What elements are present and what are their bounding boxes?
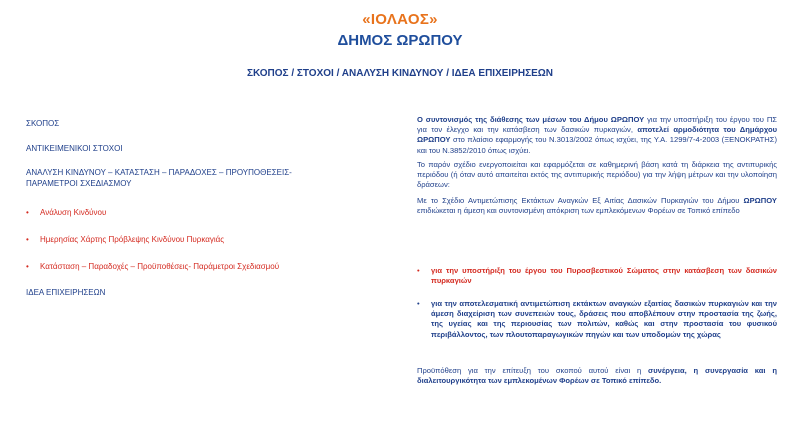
section-idea: ΙΔΕΑ ΕΠΙΧΕΙΡΗΣΕΩΝ	[26, 288, 106, 297]
paragraph-coordination: Ο συντονισμός της διάθεσης των μέσων του Δήμου ΩΡΩΠΟΥ για την υποστήριξη του έργου του ΠΣ για τον έλεγχο και την κατάσβεση των δασικών πυρκαγιών, αποτελεί αρμοδιότητα του Δημάρχου ΩΡΩΠΟΥ στο πλαίσιο εφαρμογής του Ν.3013/2002 όπως ισχύει, της Υ.Α. 1299/7-4-2003 (ΞΕΝΟΚΡΑΤΗΣ) και του Ν.3852/2010 όπως ισχύει.	[417, 115, 777, 155]
bullet-icon: •	[417, 299, 420, 308]
municipality-title: ΔΗΜΟΣ ΩΡΩΠΟΥ	[337, 32, 463, 49]
paragraph-prerequisite: Προϋπόθεση για την επίτευξη του σκοπού αυτού είναι η συνέργεια, η συνεργασία και η διαλειτουργικότητα των εμπλεκομένων Φορέων σε Τοπικό επίπεδο.	[417, 366, 777, 386]
bullet-icon: •	[26, 208, 29, 217]
page-subtitle: ΣΚΟΠΟΣ / ΣΤΟΧΟΙ / ΑΝΑΛΥΣΗ ΚΙΝΔΥΝΟΥ / ΙΔΕΑ ΕΠΙΧΕΙΡΗΣΕΩΝ	[247, 68, 553, 79]
section-stoxoi: ΑΝΤΙΚΕΙΜΕΝΙΚΟΙ ΣΤΟΧΟΙ	[26, 144, 123, 153]
bullet-icon: •	[26, 262, 29, 271]
paragraph-plan: Με το Σχέδιο Αντιμετώπισης Εκτάκτων Αναγκών Εξ Αιτίας Δασικών Πυρκαγιών του Δήμου ΩΡΩΠΟΥ επιδιώκεται η άμεση και συντονισμένη απόκριση των εμπλεκόμενων Φορέων σε Τοπικό επίπεδο	[417, 196, 777, 216]
section-analysi: ΑΝΑΛΥΣΗ ΚΙΝΔΥΝΟΥ – ΚΑΤΑΣΤΑΣΗ – ΠΑΡΑΔΟΧΕΣ – ΠΡΟΥΠΟΘΕΣΕΙΣ- ΠΑΡΑΜΕΤΡΟΙ ΣΧΕΔΙΑΣΜΟΥ	[26, 168, 292, 188]
section-skopos: ΣΚΟΠΟΣ	[26, 119, 60, 128]
bullet-icon: •	[417, 266, 420, 275]
paragraph-activation: Το παρόν σχέδιο ενεργοποιείται και εφαρμόζεται σε καθημερινή βάση κατά τη διάρκεια της αντιπυρικής περιόδου (ή όταν αυτό απαιτείται εκτός της αντιπυρικής περιόδου) για την λήψη μέτρων και την υλοποίηση δράσεων:	[417, 160, 777, 190]
document-brand-title: «ΙΟΛΑΟΣ»	[362, 11, 438, 28]
right-column: Ο συντονισμός της διάθεσης των μέσων του Δήμου ΩΡΩΠΟΥ για την υποστήριξη του έργου του ΠΣ για τον έλεγχο και την κατάσβεση των δασικών πυρκαγιών, αποτελεί αρμοδιότητα του Δημάρχου ΩΡΩΠΟΥ στο πλαίσιο εφαρμογής του Ν.3013/2002 όπως ισχύει, της Υ.Α. 1299/7-4-2003 (ΞΕΝΟΚΡΑΤΗΣ) και του Ν.3852/2010 όπως ισχύει. Το παρόν σχέδιο ενεργοποιείται και εφαρμόζεται σε καθημερινή βάση κατά τη διάρκεια της αντιπυρικής περιόδου (ή όταν αυτό απαιτείται εκτός της αντιπυρικής περιόδου) για την λήψη μέτρων και την υλοποίηση δράσεων: Με το Σχέδιο Αντιμετώπισης Εκτάκτων Αναγκών Εξ Αιτίας Δασικών Πυρκαγιών του Δήμου ΩΡΩΠΟΥ επιδιώκεται η άμεση και συντονισμένη απόκριση των εμπλεκόμενων Φορέων σε Τοπικό επίπεδο • για την υποστήριξη του έργου του Πυροσβεστικού Σώματος στην κατάσβεση των δασικών πυρκαγιών • για την αποτελεσματική αντιμετώπιση εκτάκτων αναγκών εξαιτίας δασικών πυρκαγιών και την άμεση διαχείριση των συνεπειών τους, δράσεις που αποβλέπουν στην προστασία της ζωής, της υγείας και της περιουσίας των πολιτών, καθώς και στην προστασία του φυσικού περιβάλλοντος, των πλουτοπαραγωγικών πηγών και των υποδομών της χώρας Προϋπόθεση για την επίτευξη του σκοπού αυτού είναι η συνέργεια, η συνεργασία και η διαλειτουργικότητα των εμπλεκομένων Φορέων σε Τοπικό επίπεδο.	[417, 115, 777, 386]
bullet-icon: •	[26, 235, 29, 244]
